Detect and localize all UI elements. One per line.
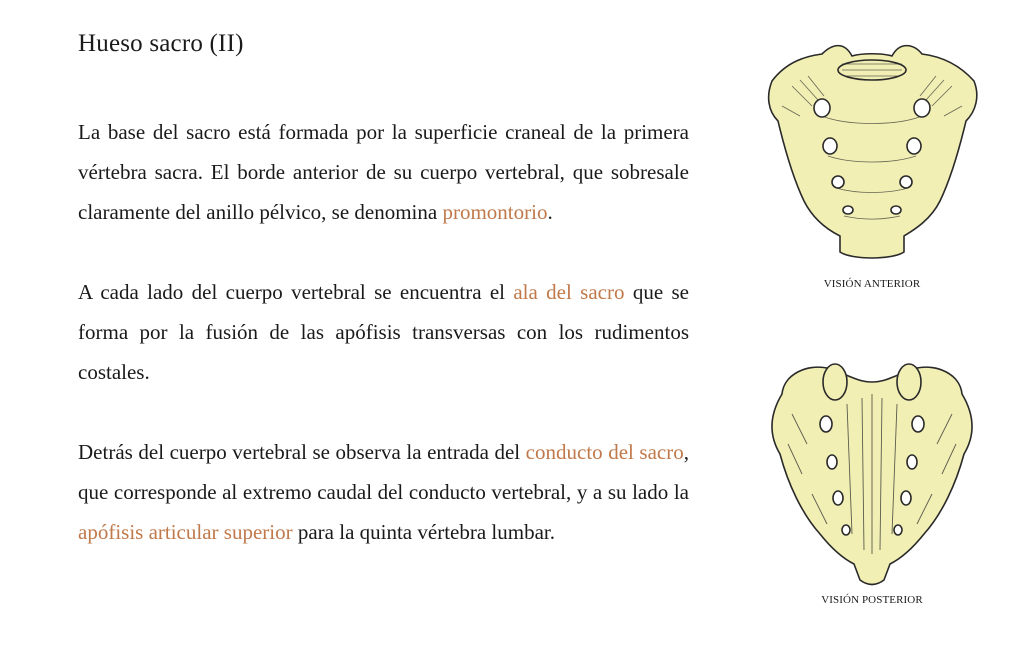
caption-posterior: VISIÓN POSTERIOR [821, 594, 923, 606]
sacrum-anterior-icon [752, 36, 992, 266]
text-span: . [547, 200, 553, 224]
text-span: , que corresponde al extremo caudal del conducto vertebral, y a su lado la [78, 440, 689, 504]
term-promontorio: promontorio [442, 200, 548, 224]
term-apofisis-articular-superior: apófisis articular superior [78, 520, 293, 544]
text-column [78, 112, 689, 592]
page-title: Hueso sacro (II) [78, 30, 244, 57]
sacrum-posterior-icon [752, 354, 992, 586]
sacrum-anterior-illustration [752, 36, 992, 266]
paragraph-ala [78, 272, 689, 392]
caption-anterior: VISIÓN ANTERIOR [823, 278, 921, 290]
paragraph-conducto [78, 432, 689, 552]
sacrum-posterior-illustration [752, 354, 992, 586]
paragraph-base [78, 112, 689, 232]
term-conducto-del-sacro: conducto del sacro [525, 440, 684, 464]
text-span: para la quinta vértebra lumbar. [292, 520, 555, 544]
text-span: Detrás del cuerpo vertebral se observa la entrada del [78, 440, 526, 464]
text-span: que se forma por la fusión de las apófisis transversas con los rudimentos costales. [78, 280, 689, 384]
term-ala-del-sacro: ala del sacro [513, 280, 625, 304]
text-span: La base del sacro está formada por la superficie craneal de la primera vértebra sacra. El borde anterior de su cuerpo vertebral, que sobresale claramente del anillo pélvico, se denomina [78, 120, 689, 224]
text-span: A cada lado del cuerpo vertebral se encuentra el [78, 280, 514, 304]
